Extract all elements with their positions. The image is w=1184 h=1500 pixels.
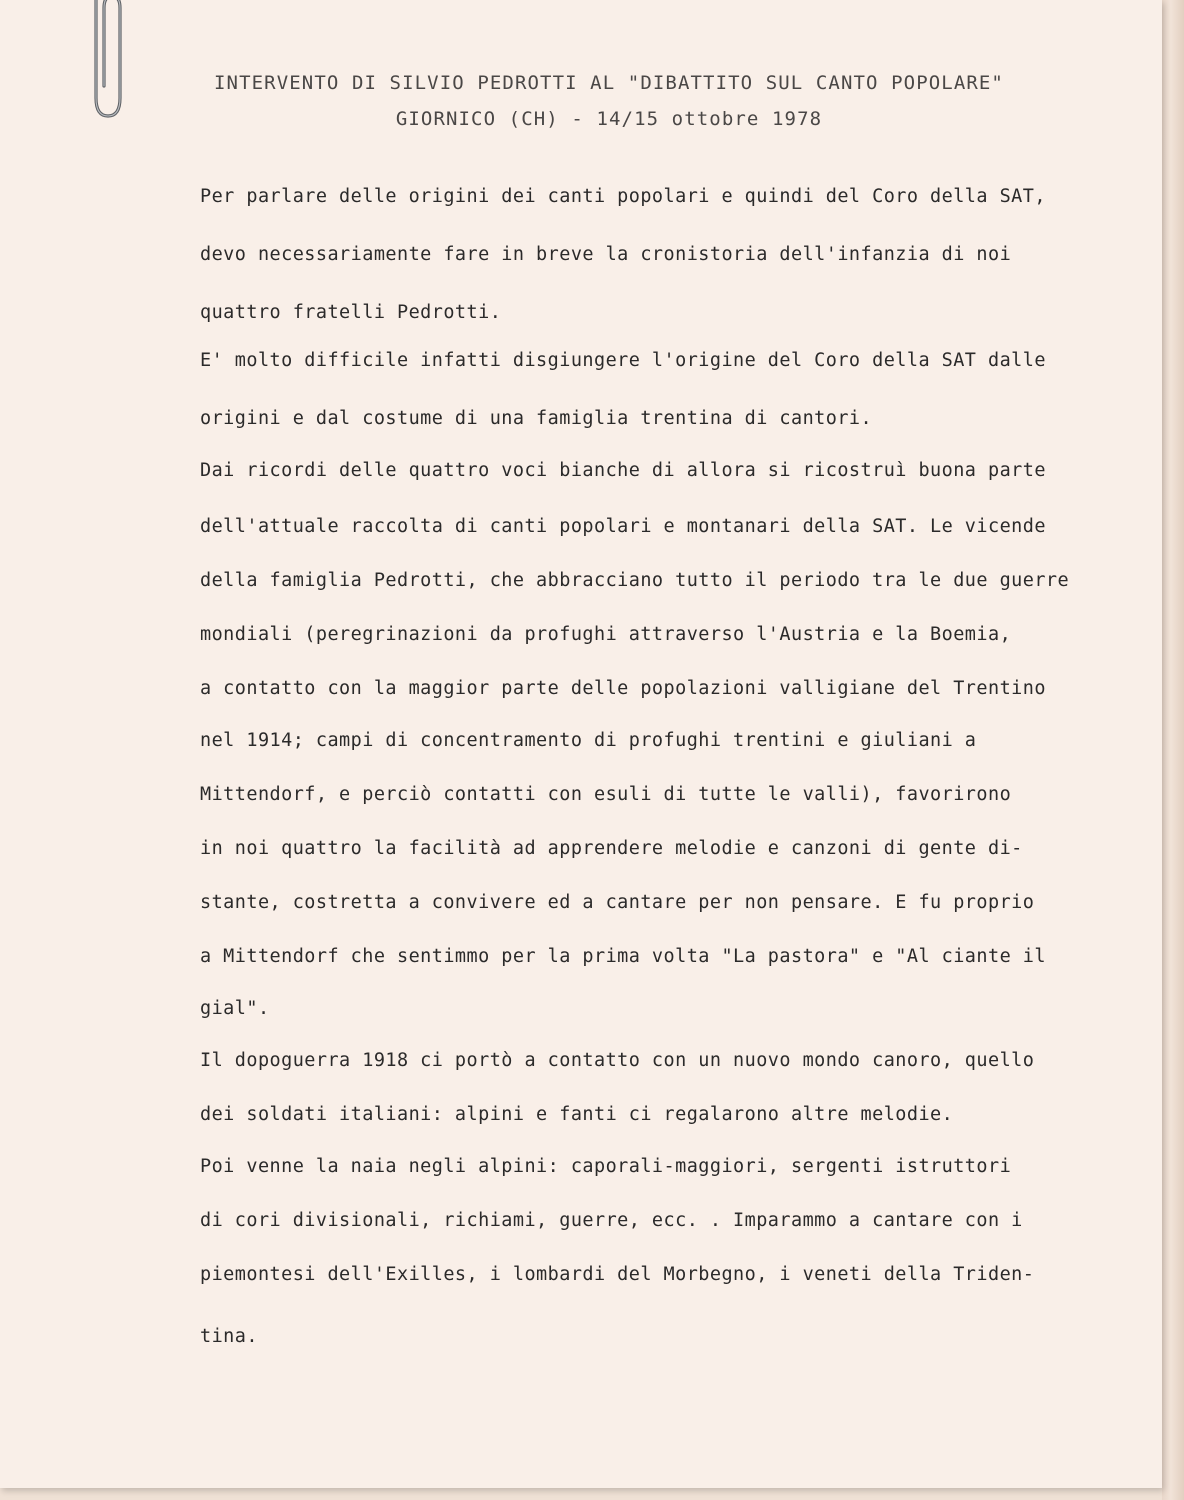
text-line: stante, costretta a convivere ed a cantare per non pensare. E fu proprio <box>200 892 1035 913</box>
text-line: della famiglia Pedrotti, che abbracciano tutto il periodo tra le due guerre <box>200 570 1070 591</box>
text-line: piemontesi dell'Exilles, i lombardi del Morbegno, i veneti della Triden- <box>200 1264 1035 1285</box>
text-line: Mittendorf, e perciò contatti con esuli di tutte le valli), favorirono <box>200 784 1012 805</box>
text-line: a Mittendorf che sentimmo per la prima volta "La pastora" e "Al ciante il <box>200 946 1046 967</box>
text-line: nel 1914; campi di concentramento di profughi trentini e giuliani a <box>200 730 977 751</box>
text-line: di cori divisionali, richiami, guerre, ecc. . Imparammo a cantare con i <box>200 1210 1023 1231</box>
text-line: tina. <box>200 1326 258 1347</box>
text-line: Per parlare delle origini dei canti popolari e quindi del Coro della SAT, <box>200 186 1046 207</box>
text-line: origini e dal costume di una famiglia trentina di cantori. <box>200 408 873 429</box>
text-line: a contatto con la maggior parte delle popolazioni valligiane del Trentino <box>200 678 1046 699</box>
text-line: in noi quattro la facilità ad apprendere melodie e canzoni di gente di- <box>200 838 1023 859</box>
text-line: Dai ricordi delle quattro voci bianche di allora si ricostruì buona parte <box>200 460 1046 481</box>
text-line: mondiali (peregrinazioni da profughi attraverso l'Austria e la Boemia, <box>200 624 1012 645</box>
page-stack-edge <box>1162 0 1184 1500</box>
text-line: devo necessariamente fare in breve la cronistoria dell'infanzia di noi <box>200 244 1012 265</box>
document-subtitle: GIORNICO (CH) - 14/15 ottobre 1978 <box>395 108 823 130</box>
text-line: Il dopoguerra 1918 ci portò a contatto con un nuovo mondo canoro, quello <box>200 1050 1035 1071</box>
text-line: dei soldati italiani: alpini e fanti ci regalarono altre melodie. <box>200 1104 954 1125</box>
text-line: dell'attuale raccolta di canti popolari e montanari della SAT. Le vicende <box>200 516 1046 537</box>
text-line: quattro fratelli Pedrotti. <box>200 302 502 323</box>
document-title: INTERVENTO DI SILVIO PEDROTTI AL "DIBATTITO SUL CANTO POPOLARE" <box>214 72 1004 94</box>
text-line: E' molto difficile infatti disgiungere l'origine del Coro della SAT dalle <box>200 350 1046 371</box>
text-line: Poi venne la naia negli alpini: caporali-maggiori, sergenti istruttori <box>200 1156 1012 1177</box>
text-line: gial". <box>200 998 270 1019</box>
